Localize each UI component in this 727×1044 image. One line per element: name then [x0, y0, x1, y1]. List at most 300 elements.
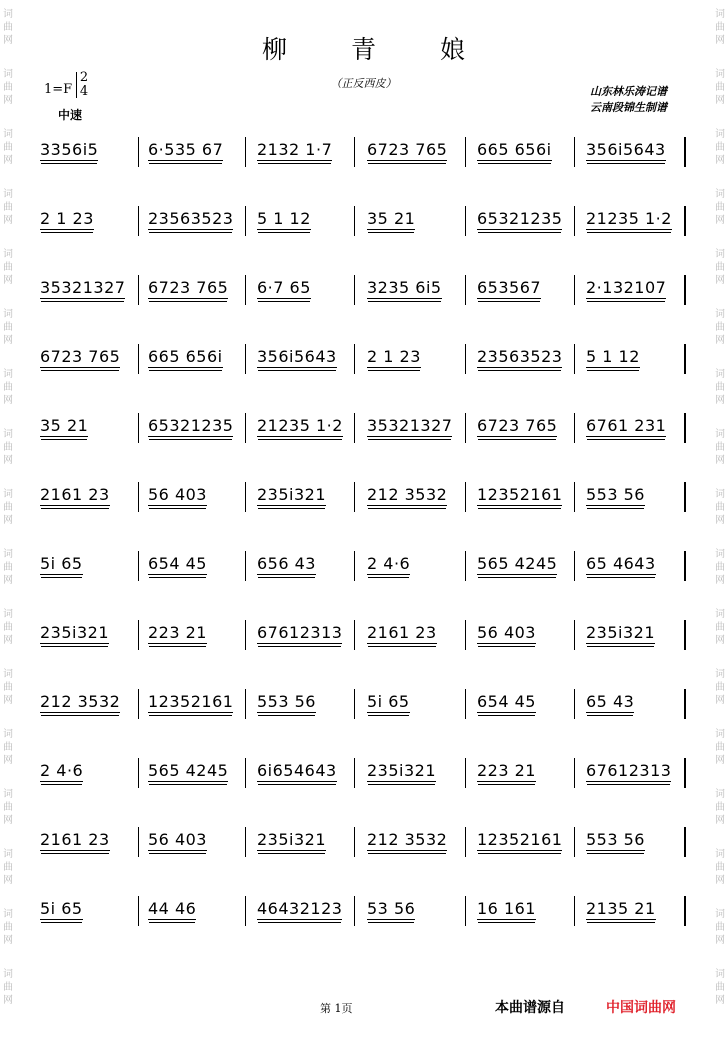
barline	[465, 275, 466, 305]
watermark-char: 网	[715, 335, 725, 346]
watermark-glyph-group	[1, 908, 15, 947]
watermark-char: 网	[3, 275, 13, 286]
watermark-char: 曲	[715, 802, 725, 813]
barline	[574, 827, 575, 857]
measure: 35321327	[40, 278, 126, 297]
measure: 6761 231	[586, 416, 667, 435]
barline	[245, 344, 246, 374]
barline	[684, 344, 686, 374]
measure: 35 21	[367, 209, 416, 228]
watermark-glyph-group	[713, 368, 727, 407]
measure: 654 45	[477, 692, 536, 711]
watermark-char: 词	[715, 669, 725, 680]
measure: 223 21	[477, 761, 536, 780]
barline	[465, 551, 466, 581]
measure: 223 21	[148, 623, 207, 642]
watermark-char: 词	[3, 909, 13, 920]
measure: 5i 65	[367, 692, 410, 711]
measure: 356i5643	[257, 347, 337, 366]
watermark-char: 词	[715, 189, 725, 200]
measure: 2 1 23	[40, 209, 94, 228]
barline	[354, 482, 355, 512]
watermark-char: 词	[715, 549, 725, 560]
measure: 3356i5	[40, 140, 99, 159]
barline	[138, 758, 139, 788]
measure: 12352161	[477, 485, 563, 504]
barline	[354, 827, 355, 857]
measure: 35 21	[40, 416, 89, 435]
watermark-char: 词	[715, 909, 725, 920]
watermark-char: 网	[715, 455, 725, 466]
barline	[465, 206, 466, 236]
watermark-char: 曲	[715, 622, 725, 633]
measure: 21235 1·2	[257, 416, 343, 435]
watermark-char: 词	[3, 549, 13, 560]
watermark-char: 网	[3, 95, 13, 106]
watermark-glyph-group	[713, 968, 727, 1007]
barline	[245, 482, 246, 512]
barline	[354, 137, 355, 167]
watermark-glyph-group	[713, 548, 727, 587]
barline	[138, 482, 139, 512]
watermark-char: 曲	[715, 562, 725, 573]
barline	[574, 689, 575, 719]
watermark-char: 网	[3, 875, 13, 886]
watermark-glyph-group	[1, 368, 15, 407]
measure: 2161 23	[40, 830, 110, 849]
measure: 21235 1·2	[586, 209, 672, 228]
watermark-char: 曲	[3, 22, 13, 33]
watermark-char: 网	[3, 335, 13, 346]
barline	[574, 551, 575, 581]
watermark-char: 网	[715, 815, 725, 826]
watermark-glyph-group	[713, 668, 727, 707]
watermark-char: 网	[715, 275, 725, 286]
barline	[138, 896, 139, 926]
barline	[354, 413, 355, 443]
measure: 2 4·6	[40, 761, 84, 780]
watermark-char: 网	[3, 515, 13, 526]
measure: 56 403	[148, 830, 207, 849]
measure: 2 4·6	[367, 554, 411, 573]
barline	[465, 482, 466, 512]
barline	[465, 344, 466, 374]
score-row	[38, 137, 686, 167]
watermark-char: 词	[715, 729, 725, 740]
score-row	[38, 482, 686, 512]
watermark-char: 词	[715, 969, 725, 980]
measure: 2·132107	[586, 278, 667, 297]
credit-transcriber: 山东林乐涛记谱	[590, 85, 667, 98]
measure: 565 4245	[477, 554, 558, 573]
watermark-char: 网	[3, 35, 13, 46]
barline	[574, 137, 575, 167]
watermark-glyph-group	[1, 788, 15, 827]
measure: 53 56	[367, 899, 416, 918]
barline	[574, 344, 575, 374]
watermark-char: 词	[3, 729, 13, 740]
watermark-char: 网	[3, 815, 13, 826]
measure: 3235 6i5	[367, 278, 442, 297]
watermark-char: 曲	[3, 502, 13, 513]
measure: 235i321	[257, 485, 327, 504]
measure: 553 56	[586, 485, 645, 504]
tempo-marking: 中速	[58, 108, 83, 122]
watermark-glyph-group	[713, 788, 727, 827]
measure: 653567	[477, 278, 542, 297]
measure: 16 161	[477, 899, 536, 918]
barline	[245, 758, 246, 788]
watermark-char: 曲	[715, 742, 725, 753]
barline	[684, 758, 686, 788]
measure: 6723 765	[40, 347, 121, 366]
watermark-char: 词	[3, 249, 13, 260]
watermark-char: 词	[3, 429, 13, 440]
barline	[465, 689, 466, 719]
measure: 12352161	[148, 692, 234, 711]
score-row	[38, 827, 686, 857]
measure: 65321235	[148, 416, 234, 435]
score-row	[38, 620, 686, 650]
watermark-char: 网	[3, 695, 13, 706]
watermark-glyph-group	[713, 308, 727, 347]
measure: 67612313	[586, 761, 672, 780]
watermark-char: 词	[3, 69, 13, 80]
measure: 235i321	[367, 761, 437, 780]
measure: 235i321	[257, 830, 327, 849]
score-row	[38, 344, 686, 374]
watermark-char: 曲	[715, 82, 725, 93]
source-site-name: 中国词曲网	[606, 1000, 676, 1016]
barline	[245, 689, 246, 719]
barline	[138, 413, 139, 443]
barline	[574, 758, 575, 788]
watermark-glyph-group	[713, 908, 727, 947]
barline	[465, 620, 466, 650]
watermark-char: 词	[3, 189, 13, 200]
score-row	[38, 758, 686, 788]
watermark-glyph-group	[713, 488, 727, 527]
watermark-char: 曲	[715, 922, 725, 933]
watermark-char: 词	[715, 129, 725, 140]
barline	[354, 275, 355, 305]
measure: 235i321	[586, 623, 656, 642]
measure: 6·7 65	[257, 278, 311, 297]
watermark-glyph-group	[713, 248, 727, 287]
watermark-char: 网	[715, 155, 725, 166]
barline	[138, 137, 139, 167]
measure: 212 3532	[40, 692, 121, 711]
measure: 656 43	[257, 554, 316, 573]
barline	[465, 896, 466, 926]
watermark-char: 曲	[3, 922, 13, 933]
watermark-glyph-group	[713, 728, 727, 767]
song-title: 柳 青 娘	[262, 35, 493, 64]
measure: 212 3532	[367, 830, 448, 849]
measure: 212 3532	[367, 485, 448, 504]
barline	[465, 827, 466, 857]
watermark-char: 曲	[715, 862, 725, 873]
watermark-char: 词	[715, 489, 725, 500]
watermark-glyph-group	[713, 128, 727, 167]
watermark-char: 词	[715, 309, 725, 320]
watermark-char: 词	[715, 789, 725, 800]
barline	[574, 413, 575, 443]
watermark-char: 网	[3, 995, 13, 1006]
measure: 654 45	[148, 554, 207, 573]
watermark-char: 网	[715, 695, 725, 706]
measure: 2161 23	[367, 623, 437, 642]
watermark-char: 曲	[3, 862, 13, 873]
barline	[684, 689, 686, 719]
watermark-char: 网	[3, 455, 13, 466]
time-signature-top: 2	[79, 70, 89, 85]
barline	[138, 620, 139, 650]
score-row	[38, 275, 686, 305]
measure: 56 403	[477, 623, 536, 642]
barline	[684, 551, 686, 581]
watermark-glyph-group	[1, 308, 15, 347]
watermark-glyph-group	[713, 848, 727, 887]
watermark-char: 曲	[715, 502, 725, 513]
barline	[138, 206, 139, 236]
measure: 5i 65	[40, 554, 83, 573]
watermark-glyph-group	[1, 848, 15, 887]
watermark-char: 曲	[3, 622, 13, 633]
measure: 6723 765	[148, 278, 229, 297]
barline	[354, 758, 355, 788]
measure: 235i321	[40, 623, 110, 642]
barline	[684, 482, 686, 512]
watermark-char: 曲	[3, 262, 13, 273]
watermark-char: 曲	[715, 982, 725, 993]
barline	[684, 620, 686, 650]
watermark-char: 词	[715, 69, 725, 80]
barline	[354, 551, 355, 581]
barline	[574, 206, 575, 236]
watermark-char: 词	[3, 369, 13, 380]
barline	[354, 206, 355, 236]
measure: 65 4643	[586, 554, 656, 573]
source-label: 本曲谱源自	[495, 1000, 565, 1016]
watermark-char: 网	[715, 635, 725, 646]
watermark-glyph-group	[1, 668, 15, 707]
barline	[684, 413, 686, 443]
watermark-char: 曲	[3, 682, 13, 693]
barline	[354, 620, 355, 650]
barline	[574, 275, 575, 305]
measure: 65 43	[586, 692, 635, 711]
barline	[245, 896, 246, 926]
measure: 6723 765	[477, 416, 558, 435]
measure: 6723 765	[367, 140, 448, 159]
watermark-char: 网	[715, 515, 725, 526]
watermark-char: 曲	[715, 442, 725, 453]
watermark-char: 词	[715, 249, 725, 260]
watermark-char: 网	[3, 935, 13, 946]
measure: 2 1 23	[367, 347, 421, 366]
watermark-char: 词	[715, 849, 725, 860]
measure: 665 656i	[148, 347, 223, 366]
measure: 23563523	[477, 347, 563, 366]
measure: 553 56	[586, 830, 645, 849]
watermark-char: 词	[715, 369, 725, 380]
barline	[684, 896, 686, 926]
watermark-char: 曲	[3, 382, 13, 393]
watermark-char: 网	[715, 395, 725, 406]
watermark-char: 网	[715, 935, 725, 946]
barline	[354, 896, 355, 926]
watermark-char: 曲	[715, 22, 725, 33]
barline	[684, 137, 686, 167]
barline	[684, 827, 686, 857]
score-row	[38, 896, 686, 926]
measure: 12352161	[477, 830, 563, 849]
measure: 67612313	[257, 623, 343, 642]
barline	[138, 551, 139, 581]
measure: 2135 21	[586, 899, 656, 918]
watermark-glyph-group	[1, 968, 15, 1007]
measure: 65321235	[477, 209, 563, 228]
watermark-glyph-group	[1, 428, 15, 467]
watermark-glyph-group	[1, 608, 15, 647]
watermark-char: 网	[3, 215, 13, 226]
watermark-char: 曲	[715, 202, 725, 213]
watermark-char: 曲	[3, 82, 13, 93]
measure: 565 4245	[148, 761, 229, 780]
watermark-glyph-group	[713, 188, 727, 227]
barline	[354, 689, 355, 719]
measure: 6i654643	[257, 761, 337, 780]
watermark-char: 网	[3, 635, 13, 646]
watermark-glyph-group	[713, 428, 727, 467]
watermark-char: 网	[3, 575, 13, 586]
barline	[684, 206, 686, 236]
watermark-char: 网	[715, 35, 725, 46]
key-signature: 1=F	[44, 82, 73, 97]
barline	[245, 620, 246, 650]
measure: 5 1 12	[257, 209, 311, 228]
watermark-char: 词	[3, 969, 13, 980]
watermark-char: 曲	[715, 682, 725, 693]
watermark-char: 网	[3, 395, 13, 406]
watermark-char: 词	[3, 669, 13, 680]
barline	[354, 344, 355, 374]
measure: 356i5643	[586, 140, 666, 159]
measure: 5i 65	[40, 899, 83, 918]
measure: 44 46	[148, 899, 197, 918]
barline	[574, 896, 575, 926]
watermark-char: 曲	[3, 742, 13, 753]
watermark-char: 词	[3, 609, 13, 620]
watermark-glyph-group	[1, 128, 15, 167]
barline	[465, 137, 466, 167]
barline	[574, 620, 575, 650]
barline	[465, 413, 466, 443]
watermark-glyph-group	[713, 608, 727, 647]
watermark-char: 网	[3, 155, 13, 166]
measure: 2161 23	[40, 485, 110, 504]
watermark-glyph-group	[1, 728, 15, 767]
measure: 56 403	[148, 485, 207, 504]
watermark-char: 曲	[715, 382, 725, 393]
time-signature-bottom: 4	[79, 84, 89, 99]
score-row	[38, 206, 686, 236]
score-row	[38, 413, 686, 443]
watermark-char: 词	[3, 309, 13, 320]
watermark-char: 词	[3, 9, 13, 20]
measure: 6·535 67	[148, 140, 224, 159]
barline	[245, 275, 246, 305]
watermark-char: 网	[715, 215, 725, 226]
barline	[684, 275, 686, 305]
watermark-char: 曲	[3, 802, 13, 813]
watermark-char: 曲	[715, 142, 725, 153]
watermark-char: 曲	[3, 442, 13, 453]
watermark-char: 曲	[3, 982, 13, 993]
watermark-glyph-group	[1, 248, 15, 287]
measure: 2132 1·7	[257, 140, 333, 159]
barline	[245, 413, 246, 443]
song-subtitle: （正反西皮）	[330, 77, 397, 90]
barline	[245, 827, 246, 857]
watermark-char: 词	[715, 609, 725, 620]
page-number: 第 1页	[320, 1002, 353, 1015]
watermark-char: 网	[3, 755, 13, 766]
watermark-char: 网	[715, 875, 725, 886]
watermark-char: 词	[3, 489, 13, 500]
measure: 5 1 12	[586, 347, 640, 366]
watermark-char: 曲	[3, 142, 13, 153]
measure: 23563523	[148, 209, 234, 228]
time-signature	[76, 71, 92, 99]
watermark-glyph-group	[1, 188, 15, 227]
watermark-glyph-group	[1, 548, 15, 587]
measure: 46432123	[257, 899, 343, 918]
measure: 665 656i	[477, 140, 552, 159]
credit-engraver: 云南段锦生制谱	[590, 101, 667, 114]
watermark-char: 网	[715, 575, 725, 586]
watermark-char: 词	[715, 9, 725, 20]
watermark-glyph-group	[1, 488, 15, 527]
watermark-char: 曲	[715, 262, 725, 273]
barline	[574, 482, 575, 512]
watermark-char: 词	[3, 849, 13, 860]
barline	[465, 758, 466, 788]
measure: 35321327	[367, 416, 453, 435]
score-row	[38, 689, 686, 719]
watermark-char: 曲	[3, 322, 13, 333]
barline	[245, 551, 246, 581]
watermark-char: 曲	[715, 322, 725, 333]
barline	[138, 275, 139, 305]
barline	[138, 827, 139, 857]
watermark-char: 网	[715, 755, 725, 766]
watermark-char: 网	[715, 95, 725, 106]
watermark-char: 词	[3, 129, 13, 140]
barline	[138, 344, 139, 374]
watermark-char: 词	[715, 429, 725, 440]
score-row	[38, 551, 686, 581]
barline	[138, 689, 139, 719]
barline	[245, 137, 246, 167]
watermark-char: 曲	[3, 202, 13, 213]
watermark-char: 曲	[3, 562, 13, 573]
barline	[245, 206, 246, 236]
watermark-char: 网	[715, 995, 725, 1006]
measure: 553 56	[257, 692, 316, 711]
watermark-char: 词	[3, 789, 13, 800]
